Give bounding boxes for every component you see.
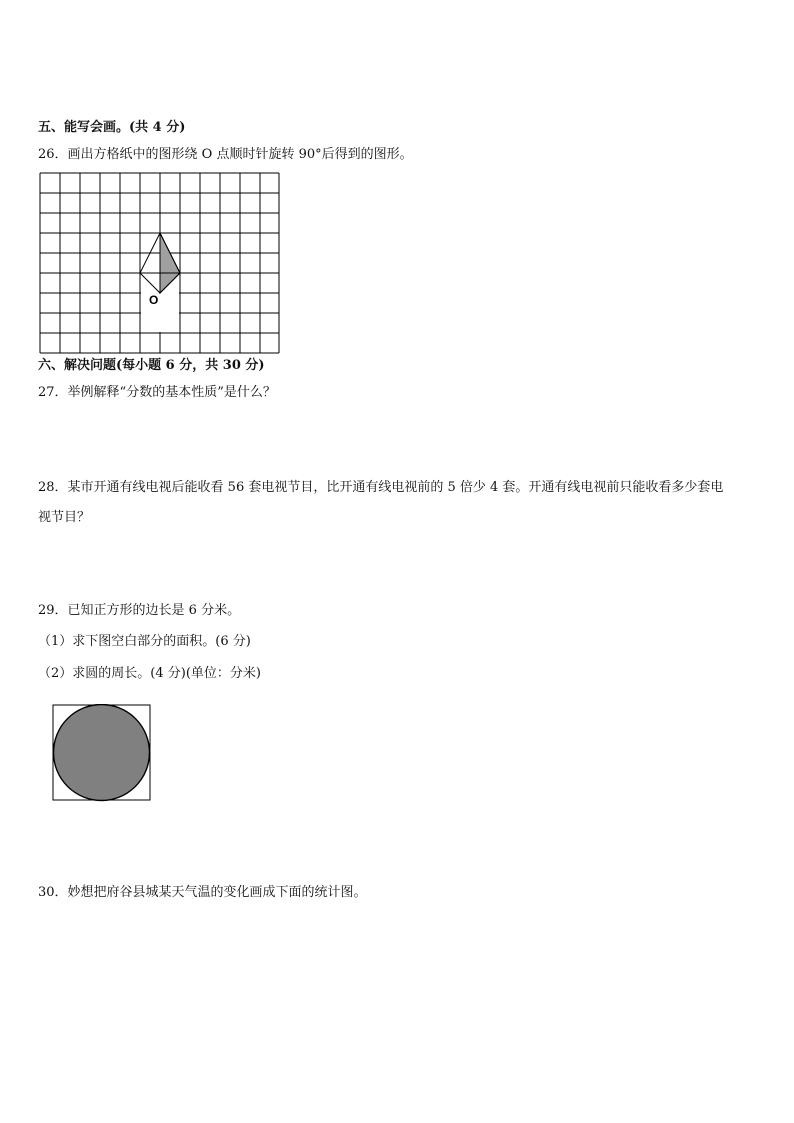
square-circle-figure xyxy=(52,704,152,802)
question-29: 29．已知正方形的边长是 6 分米。 xyxy=(38,603,241,618)
question-29-part1: （1）求下图空白部分的面积。(6 分) xyxy=(38,634,251,649)
section5-heading: 五、能写会画。(共 4 分) xyxy=(38,120,186,135)
question-28-line2: 视节目？ xyxy=(38,510,91,525)
question-30: 30．妙想把府谷县城某天气温的变化画成下面的统计图。 xyxy=(38,885,367,900)
question-28-line1: 28．某市开通有线电视后能收看 56 套电视节目，比开通有线电视前的 5 倍少 4 套。开通有线电视前只能收看多少套电 xyxy=(38,480,724,495)
question-27: 27．举例解释“分数的基本性质”是什么？ xyxy=(38,385,276,400)
gray-circle xyxy=(54,705,150,801)
origin-label: O xyxy=(149,293,159,307)
question-26: 26．画出方格纸中的图形绕 O 点顺时针旋转 90°后得到的图形。 xyxy=(38,147,413,162)
question-29-part2: （2）求圆的周长。(4 分)(单位：分米) xyxy=(38,666,261,681)
section6-heading: 六、解决问题(每小题 6 分，共 30 分) xyxy=(38,358,265,373)
grid-paper-figure xyxy=(39,172,281,356)
